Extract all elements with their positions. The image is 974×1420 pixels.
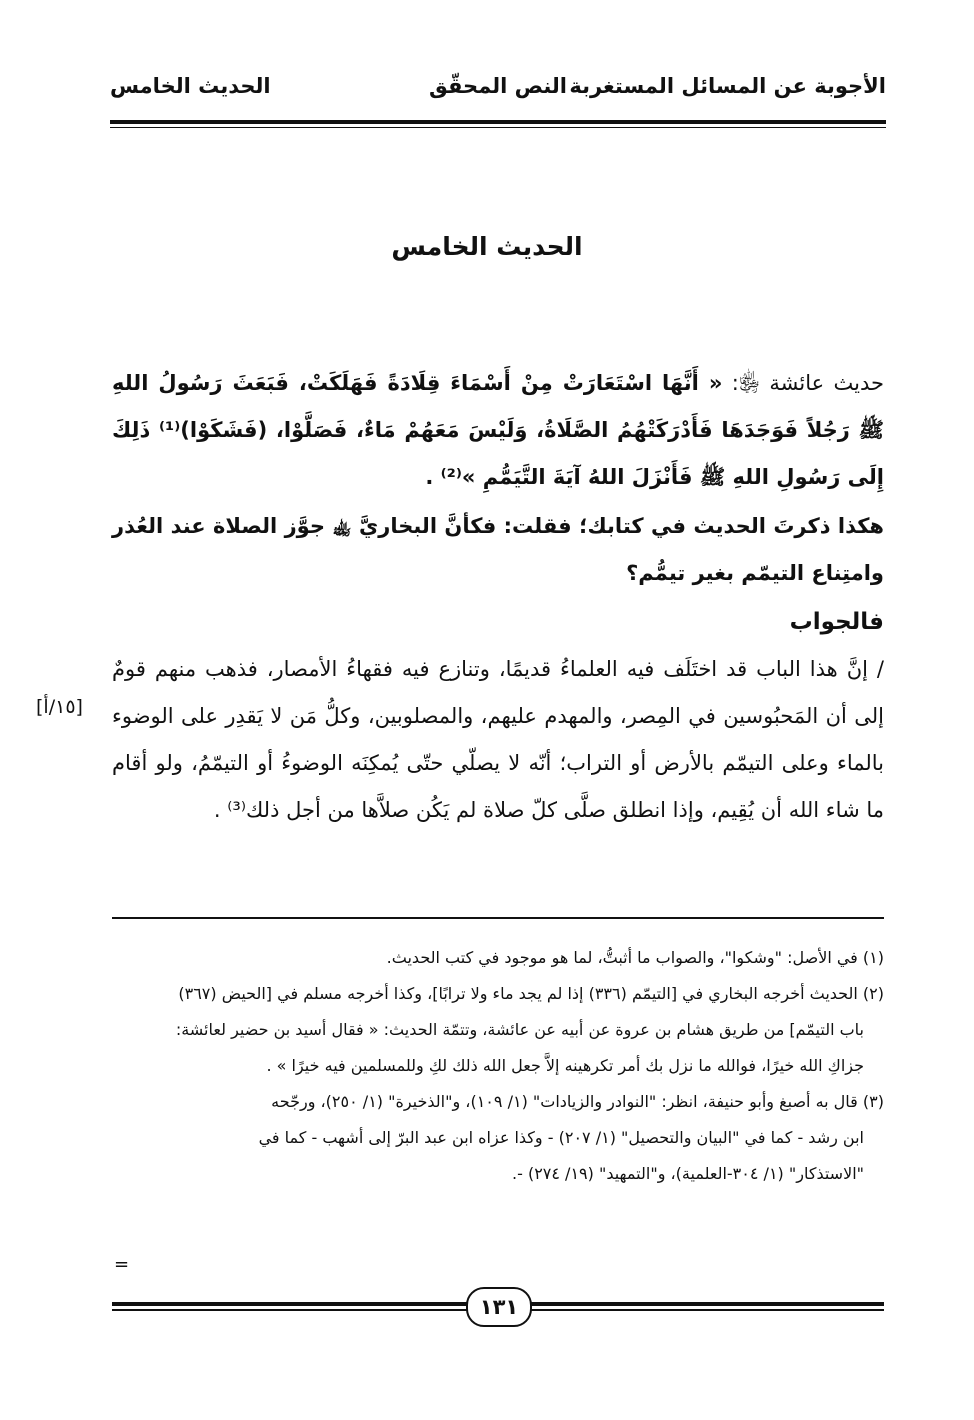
footnote-1: (١) في الأصل: "وشكوا"، والصواب ما أثبتُّ، لما هو موجود في كتب الحديث. bbox=[386, 948, 884, 967]
footnote-3-line-2: ابن رشد - كما في "البيان والتحصيل" (١/ ٢٠٧) - وكذا عزاه ابن عبد البرّ إلى أشهب - كما في bbox=[258, 1128, 864, 1147]
hadith-paragraph bbox=[112, 360, 884, 501]
running-header bbox=[110, 68, 886, 118]
footnote-2-line-3: جزاكِ الله خيرًا، فوالله ما نزل بك أمر تكرهينه إلاَّ جعل الله ذلك لكِ وللمسلمين فيه خيرًا » . bbox=[266, 1056, 864, 1075]
footnote-separator bbox=[112, 917, 884, 918]
footnote-2-line-1: (٢) الحديث أخرجه البخاري في [التيمّم (٣٣٦) إذا لم يجد ماء ولا ترابًا]، وكذا أخرجه مسلم في [الحيض (٣٦٧) bbox=[178, 984, 884, 1003]
header-book-title: الأجوبة عن المسائل المستغربة bbox=[569, 74, 886, 98]
footnote-3-line-3: "الاستذكار" (١/ ٣٠٤-العلمية)، و"التمهيد" (١٩/ ٢٧٤) -. bbox=[512, 1164, 864, 1183]
continuation-mark: = bbox=[114, 1254, 130, 1275]
header-section: النص المحقّق bbox=[429, 74, 567, 98]
main-text bbox=[112, 360, 884, 834]
footnotes bbox=[112, 940, 884, 1192]
folio-marker: [١٥/أ] bbox=[36, 696, 83, 718]
page-number: ١٣١ bbox=[466, 1287, 532, 1327]
header-rule-thin bbox=[110, 127, 886, 128]
footnote-2-line-2: باب التيمّم] من طريق هشام بن عروة عن أبيه عن عائشة، وتتمّة الحديث: « فقال أسيد بن حضير لعائشة: bbox=[175, 1020, 864, 1039]
answer-paragraph: / إنَّ هذا الباب قد اختَلَف فيه العلماءُ قديمًا، وتنازع فيه فقهاءُ الأمصار، فذهب منهم قومٌ إلى أن المَحبُوسين في المِصر، والمهدم عليهم، والمصلوبين، وكلُّ مَن لا يَقدِر على الوضوء بالماء وعلى التيمّم بالأرض أو التراب؛ أنّه لا يصلّي حتّى يُمكِنَه الوضوءُ أو التيمّمُ، ولو أقام ما شاء الله أن يُقِيم، وإذا انطلق صلَّى كلّ صلاة لم يَكُن صلاَّها من أجل ذلك⁽³⁾ . bbox=[112, 657, 884, 822]
footnote-3-line-1: (٣) قال به أصبغ وأبو حنيفة، انظر: "النوادر والزيادات" (١/ ١٠٩)، و"الذخيرة" (١/ ٢٥٠)، ورجّحه bbox=[271, 1092, 884, 1111]
answer-heading: فالجواب bbox=[789, 609, 884, 635]
chapter-title: الحديث الخامس bbox=[391, 232, 583, 261]
hadith-intro: حديث عائشة ﵂: bbox=[722, 371, 884, 395]
hadith-quote: « أَنَّهَا اسْتَعَارَتْ مِنْ أَسْمَاءَ قِلَادَةً فَهَلَكَتْ، فَبَعَثَ رَسُولُ اللهِ ﷺ رَجُلاً فَوَجَدَهَا فَأَدْرَكَتْهُمُ الصَّلَاةُ، وَلَيْسَ مَعَهُمْ مَاءٌ، فَصَلَّوْا، (فَشَكَوْا)⁽¹⁾ ذَلِكَ إِلَى رَسُولِ اللهِ ﷺ فَأَنْزَلَ اللهُ آيَةَ التَّيَمُّمِ »⁽²⁾ . bbox=[112, 371, 885, 489]
header-rule-thick bbox=[110, 120, 886, 124]
question-paragraph: هكذا ذكرتَ الحديث في كتابك؛ فقلت: فكأنَّ البخاريَّ ﵀ جوَّز الصلاة عند العُذر وامتِناع التيمّم بغير تيمُّم؟ bbox=[112, 514, 884, 585]
header-chapter: الحديث الخامس bbox=[110, 74, 271, 98]
